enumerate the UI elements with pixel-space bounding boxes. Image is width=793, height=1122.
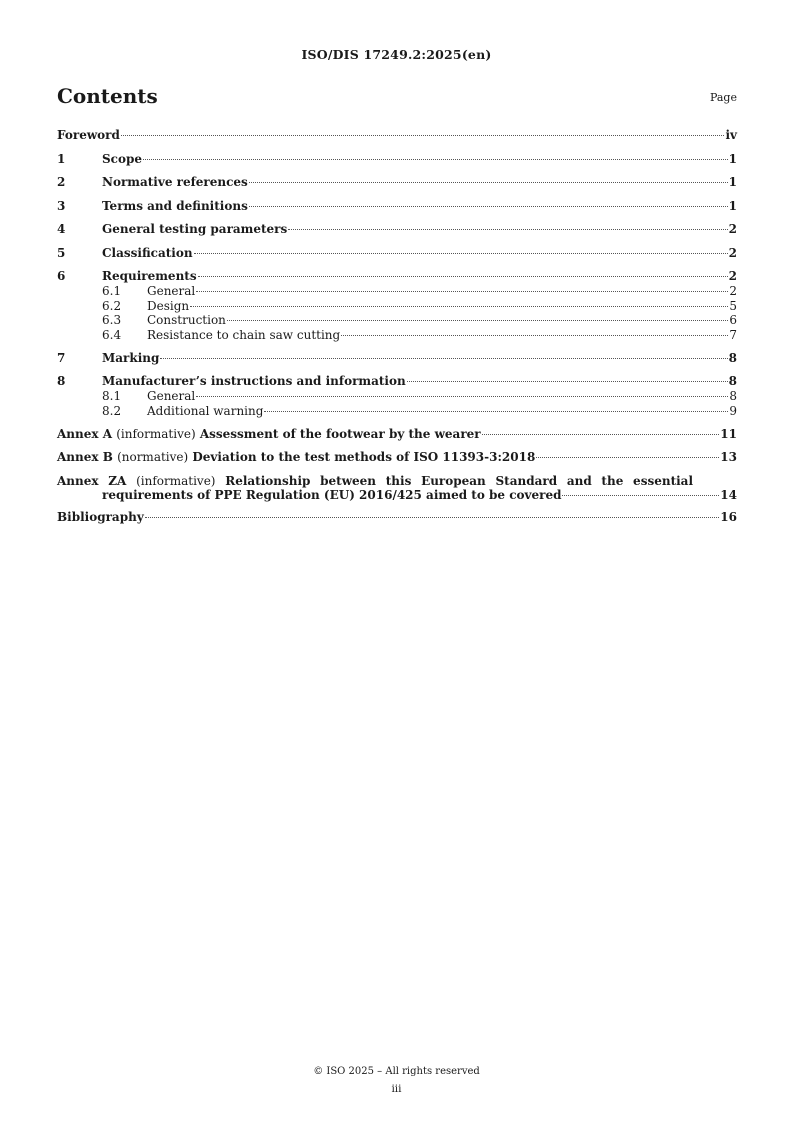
toc-page-number: 9: [729, 403, 737, 418]
dot-leader: [227, 320, 728, 321]
dot-leader: [143, 159, 728, 160]
annex-title: Assessment of the footwear by the wearer: [199, 426, 481, 441]
toc-page-number: iv: [725, 128, 737, 142]
toc-label: Bibliography: [57, 510, 144, 524]
toc-entry-bibliography[interactable]: [57, 510, 737, 525]
toc-page-number: 11: [720, 426, 737, 441]
annex-title: Deviation to the test methods of ISO 11393-3:2018: [192, 450, 536, 464]
dot-leader: [249, 206, 728, 207]
dot-leader: [198, 276, 728, 277]
toc-label: Classification: [102, 245, 193, 260]
dot-leader: [160, 358, 727, 359]
toc-label: Foreword: [57, 128, 120, 142]
dot-leader: [536, 457, 719, 458]
dot-leader: [341, 335, 728, 336]
contents-title-row: [57, 84, 737, 110]
toc-label: Requirements: [102, 269, 197, 283]
toc-label: Resistance to chain saw cutting: [147, 327, 341, 342]
toc-page-number: 1: [728, 198, 737, 213]
toc-entry-marking[interactable]: [57, 351, 737, 366]
toc-entry-general-testing-parameters[interactable]: [57, 222, 737, 237]
table-of-contents: [57, 128, 737, 525]
toc-subentry-design[interactable]: [57, 299, 737, 314]
annex-lead: Annex B: [57, 450, 113, 464]
toc-subentry-additional-warning[interactable]: [57, 404, 737, 419]
copyright-footer: © ISO 2025 – All rights reserved: [313, 1066, 480, 1077]
toc-label: Normative references: [102, 175, 248, 189]
toc-page-number: 6: [729, 313, 737, 327]
toc-clause-number: 3: [57, 198, 66, 213]
toc-label: Manufacturer’s instructions and information: [102, 374, 406, 388]
document-header: ISO/DIS 17249.2:2025(en): [301, 47, 492, 62]
toc-page-number: 2: [728, 245, 737, 260]
toc-clause-number: 6: [57, 269, 66, 283]
toc-page-number: 16: [720, 510, 737, 524]
annex-type: (normative): [117, 450, 189, 464]
page-title: Contents: [57, 84, 158, 108]
toc-entry-requirements[interactable]: [57, 269, 737, 284]
toc-subentry-chain-saw-cutting[interactable]: [57, 328, 737, 343]
toc-subclause-number: 8.1: [102, 389, 122, 403]
toc-label: Terms and definitions: [102, 198, 248, 213]
annex-za-line-2: [57, 488, 737, 502]
toc-entry-annex-a[interactable]: [57, 427, 737, 442]
page-number-folio: iii: [391, 1083, 402, 1095]
toc-entry-classification[interactable]: [57, 246, 737, 261]
toc-subclause-number: 8.2: [102, 403, 122, 418]
annex-type: (informative): [116, 426, 196, 441]
annex-lead: Annex ZA: [57, 473, 127, 488]
toc-clause-number: 4: [57, 222, 66, 236]
annex-title: Relationship between this European Standard and the essential: [225, 473, 694, 488]
toc-page-number: 2: [729, 284, 737, 298]
toc-subclause-number: 6.2: [102, 298, 122, 313]
dot-leader: [482, 434, 720, 435]
toc-page-number: 8: [728, 350, 737, 365]
toc-clause-number: 7: [57, 350, 66, 365]
toc-subclause-number: 6.4: [102, 327, 122, 342]
annex-lead: Annex A: [57, 426, 113, 441]
toc-page-number: 2: [728, 269, 737, 283]
toc-page-number: 8: [729, 389, 737, 403]
toc-page-number: 7: [729, 327, 737, 342]
toc-label: Marking: [102, 350, 160, 365]
dot-leader: [121, 135, 725, 136]
toc-entry-annex-b[interactable]: [57, 450, 737, 465]
toc-entry-foreword[interactable]: [57, 128, 737, 143]
toc-entry-manufacturers-instructions[interactable]: [57, 374, 737, 389]
toc-clause-number: 8: [57, 374, 66, 388]
toc-subentry-construction[interactable]: [57, 313, 737, 328]
toc-label: General: [147, 284, 196, 298]
toc-subclause-number: 6.1: [102, 284, 122, 298]
toc-clause-number: 5: [57, 245, 66, 260]
annex-label: [57, 450, 535, 465]
toc-label: General: [147, 389, 196, 403]
toc-label: Additional warning: [147, 403, 264, 418]
toc-page-number: 13: [720, 450, 737, 464]
toc-label: General testing parameters: [102, 222, 288, 236]
dot-leader: [190, 306, 728, 307]
toc-clause-number: 2: [57, 175, 66, 189]
dot-leader: [196, 291, 728, 292]
toc-entry-normative-references[interactable]: [57, 175, 737, 190]
toc-label: Construction: [147, 313, 226, 327]
dot-leader: [562, 495, 719, 496]
toc-page-number: 2: [728, 222, 737, 236]
toc-label: Scope: [102, 151, 143, 166]
annex-title-continued: requirements of PPE Regulation (EU) 2016/425 aimed to be covered: [102, 487, 562, 502]
toc-page-number: 1: [728, 175, 737, 189]
toc-page-number: 8: [728, 374, 737, 388]
toc-label: Design: [147, 298, 190, 313]
dot-leader: [249, 182, 728, 183]
dot-leader: [194, 253, 728, 254]
toc-subentry-general-8-1[interactable]: [57, 389, 737, 404]
dot-leader: [264, 411, 728, 412]
toc-page-number: 1: [728, 151, 737, 166]
dot-leader: [196, 396, 728, 397]
annex-type: (informative): [136, 473, 216, 488]
annex-za-line-1: [57, 474, 693, 488]
dot-leader: [145, 517, 720, 518]
dot-leader: [288, 229, 727, 230]
toc-clause-number: 1: [57, 151, 66, 166]
toc-entry-terms-and-definitions[interactable]: [57, 199, 737, 214]
toc-page-number: 14: [720, 487, 737, 502]
toc-page-number: 5: [729, 298, 737, 313]
toc-subentry-general[interactable]: [57, 284, 737, 299]
toc-entry-scope[interactable]: [57, 152, 737, 167]
toc-entry-annex-za[interactable]: [57, 474, 737, 502]
annex-label: [57, 427, 481, 442]
toc-subclause-number: 6.3: [102, 313, 122, 327]
dot-leader: [407, 381, 728, 382]
page-column-label: Page: [709, 91, 737, 104]
